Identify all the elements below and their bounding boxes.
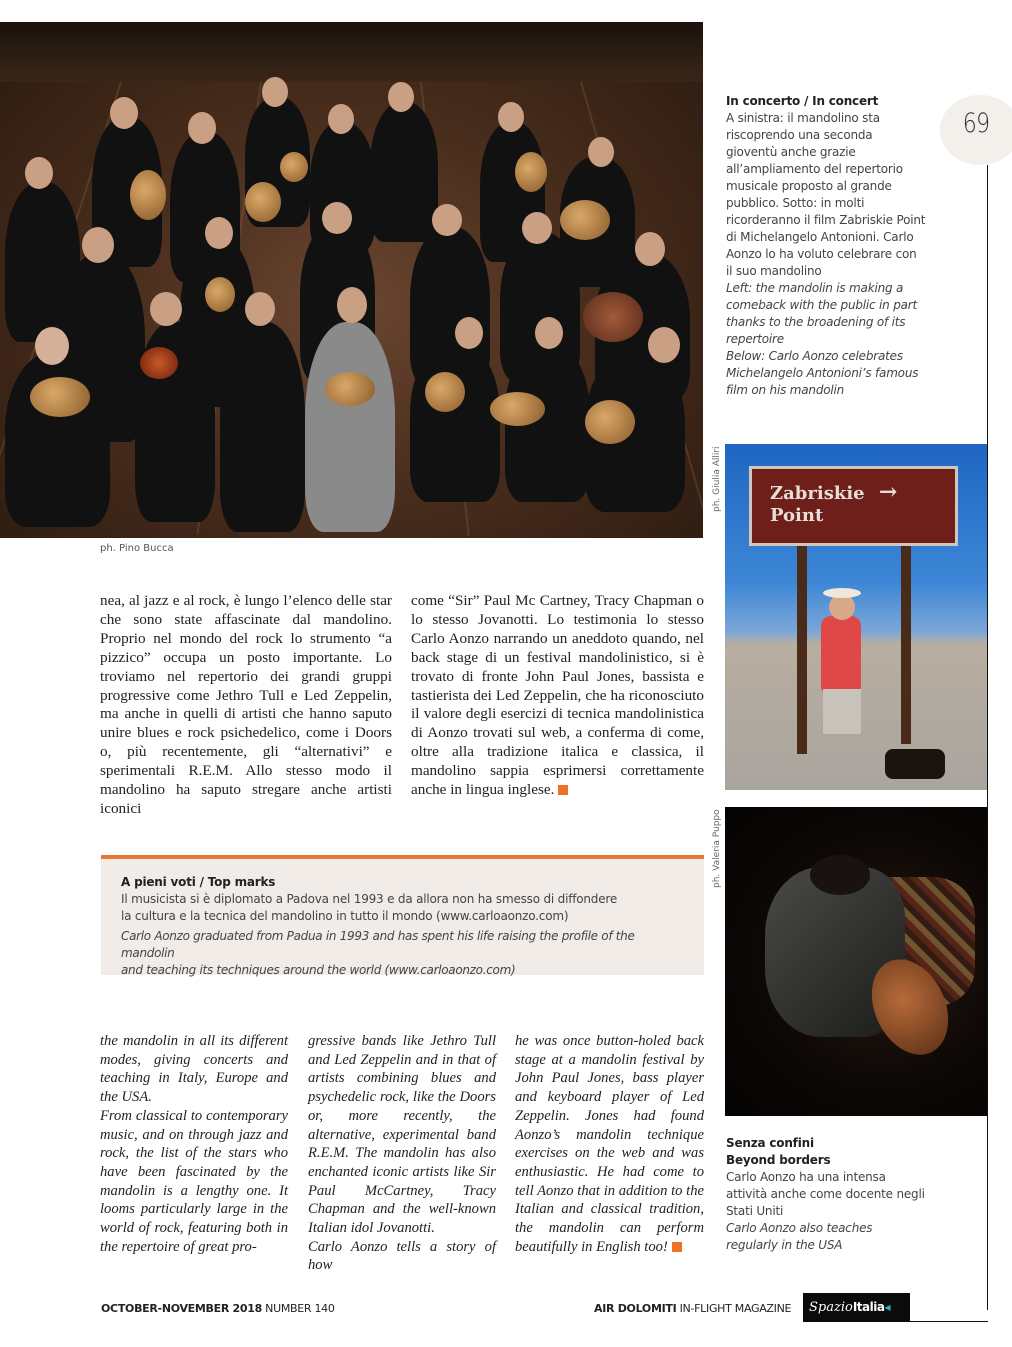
logo-bold: Italia <box>852 1300 885 1314</box>
mandolin <box>30 377 90 417</box>
footer-magazine-label: IN-FLIGHT MAGAZINE <box>676 1302 792 1315</box>
right-vertical-rule <box>987 165 988 1310</box>
mandolin <box>585 400 635 444</box>
sidebar-caption-italian: A sinistra: il mandolino sta riscoprendo una seconda gioventù anche grazie all’ampliamento del repertorio musicale proposto al grande pubblico. Sotto: in molti ricorderanno il film Zabriskie Point di Michelangelo Antonioni. Carlo Aonzo lo ha voluto celebrare con il suo mandolino <box>726 111 926 278</box>
case <box>885 749 945 779</box>
mandolinist-dark-photo <box>725 807 987 1116</box>
musician-head <box>188 112 216 144</box>
main-group-photo <box>0 22 703 538</box>
musician <box>220 322 305 532</box>
article-italian-column-2 <box>411 592 704 800</box>
musician-head <box>35 327 69 365</box>
musician-head <box>432 204 462 236</box>
guitar <box>583 292 643 342</box>
musician-head <box>262 77 288 107</box>
footer-airline: AIR DOLOMITI <box>594 1302 677 1315</box>
sidebar-caption-english-1: Left: the mandolin is making a comeback with the public in part thanks to the broadening of its repertoire <box>726 281 918 346</box>
mandolin <box>490 392 545 426</box>
footer-issue-number: NUMBER 140 <box>261 1302 335 1315</box>
sidebar-caption-title: In concerto / In concert <box>726 94 879 108</box>
article-english-column-2-paragraph-2: Carlo Aonzo tells a story of how <box>308 1238 496 1274</box>
mandolin <box>515 152 547 192</box>
article-italian-column-2-text: come “Sir” Paul Mc Cartney, Tracy Chapman o lo stesso Jovanotti. Lo testimonia lo stesso Carlo Aonzo narrando un aneddoto quando, nel back stage di un festival mandolinistico, si è trovato di fronte John Paul Jones, bassista e tastierista dei Led Zeppelin, che ha riconosciuto il valore degli esercizi di tecnica mandolinistica di Aonzo trovati sul web, a conferma di come, oltre alla tradizione italica e classica, il mandolino sappia esprimersi correttamente anche in lingua inglese. <box>411 592 704 799</box>
musician-head <box>455 317 483 349</box>
musician-head <box>522 212 552 244</box>
page-number: 69 <box>962 108 990 139</box>
info-box-italian-line-1: Il musicista si è diplomato a Padova nel 1993 e da allora non ha smesso di diffondere <box>121 892 618 906</box>
zabriskie-sign <box>749 466 958 546</box>
article-english-column-3 <box>515 1032 704 1256</box>
hat <box>810 855 870 895</box>
musician-head <box>328 104 354 134</box>
sign-line-1: Zabriskie <box>770 483 865 504</box>
musician-head <box>205 217 233 249</box>
info-box-italian-line-2: la cultura e la tecnica del mandolino in tutto il mondo (www.carloaonzo.com) <box>121 909 569 923</box>
guitar <box>560 200 610 240</box>
end-of-article-square-icon <box>672 1242 682 1252</box>
musician <box>370 102 438 242</box>
mandolin <box>280 152 308 182</box>
sidebar-caption-english: Carlo Aonzo also teaches regularly in the USA <box>726 1221 873 1252</box>
person-hat <box>823 588 861 598</box>
main-photo-credit: ph. Pino Bucca <box>100 543 174 554</box>
article-english-column-3-text: he was once button-holed back stage at a mandolin festival by John Paul Jones, bass player and keyboard player of Led Zeppelin. Jones had found Aonzo’s mandolin technique exercises on the web and was enthusiastic. He had come to tell Aonzo that in addition to the Italian and classical tradition, the mandolin can perform beautifully in English too! <box>515 1033 704 1255</box>
info-box-top-marks <box>101 855 704 975</box>
person-red-shirt <box>821 616 861 696</box>
info-box-english-line-2: and teaching its techniques around the world (www.carloaonzo.com) <box>121 963 516 977</box>
sign-post <box>901 544 911 744</box>
info-box-english-line-1: Carlo Aonzo graduated from Padua in 1993 and has spent his life raising the profile of the mandolin <box>121 929 635 960</box>
musician-head <box>388 82 414 112</box>
footer-magazine <box>594 1302 791 1315</box>
musician-head <box>25 157 53 189</box>
zabriskie-sign-text <box>770 481 897 527</box>
mandolin <box>140 347 178 379</box>
footer-rule <box>910 1321 988 1322</box>
sign-line-2: Point <box>770 505 824 526</box>
arrow-right-icon: → <box>878 479 898 505</box>
sidebar-caption-english-2: Below: Carlo Aonzo celebrates Michelangelo Antonioni’s famous film on his mandolin <box>726 349 919 397</box>
sidebar-caption-title-it: Senza confini <box>726 1136 814 1150</box>
zabriskie-photo-credit: ph. Giulia Alliri <box>712 446 722 512</box>
end-of-article-square-icon <box>558 785 568 795</box>
article-english-column-2-paragraph-1: gressive bands like Jethro Tull and Led Zeppelin and in that of artists combining blues and psychedelic rock, like the Doors or, more recently, the alternative, experimental band R.E.M. The mandolin has also enchanted iconic artists like Sir Paul McCartney, Tracy Chapman and the well-known Italian idol Jovanotti. <box>308 1033 496 1237</box>
dark-photo-credit: ph. Valeria Puppo <box>712 809 722 888</box>
sidebar-caption-beyond-borders <box>726 1135 926 1254</box>
info-box-title: A pieni voti / Top marks <box>121 875 276 889</box>
article-english-column-2 <box>308 1032 496 1275</box>
footer-issue-date: OCTOBER-NOVEMBER 2018 <box>101 1302 262 1315</box>
musician-head <box>588 137 614 167</box>
logo-script: Spazio <box>809 1300 853 1315</box>
footer-issue <box>101 1302 335 1315</box>
article-english-column-1-paragraph-1: the mandolin in all its different modes, giving concerts and teaching in Italy, Europe and the USA. <box>100 1033 288 1106</box>
musician-head <box>82 227 114 263</box>
musician <box>305 322 395 532</box>
stage-backdrop <box>0 22 703 82</box>
spazio-italia-logo <box>803 1293 910 1322</box>
mandolin <box>245 182 281 222</box>
sidebar-caption-title-en: Beyond borders <box>726 1153 831 1167</box>
musician-head <box>110 97 138 129</box>
zabriskie-point-photo <box>725 444 987 790</box>
musician-head <box>535 317 563 349</box>
musician <box>410 342 500 502</box>
logo-arrow-icon: ◂ <box>884 1300 891 1314</box>
sidebar-caption-in-concert <box>726 93 926 399</box>
musician-head <box>322 202 352 234</box>
mandolin <box>130 170 166 220</box>
article-english-column-1 <box>100 1032 288 1256</box>
mandolin <box>425 372 465 412</box>
musician-head <box>245 292 275 326</box>
musician-head <box>337 287 367 323</box>
mandolin <box>205 277 235 312</box>
musician-head <box>150 292 182 326</box>
person-shorts <box>823 689 861 734</box>
sidebar-caption-italian: Carlo Aonzo ha una intensa attività anche come docente negli Stati Uniti <box>726 1170 925 1218</box>
musician-head <box>498 102 524 132</box>
sign-post <box>797 544 807 754</box>
musician-head <box>635 232 665 266</box>
musician-head <box>648 327 680 363</box>
mandolin <box>325 372 375 406</box>
article-english-column-1-paragraph-2: From classical to contemporary music, and on through jazz and rock, the list of the stars who have been fascinated by the mandolin is a lengthy one. It looms particularly large in the world of rock, featuring both in the repertoire of great pro- <box>100 1107 288 1255</box>
article-italian-column-1: nea, al jazz e al rock, è lungo l’elenco delle star che sono state affascinate dal mandolino. Proprio nel mondo del rock lo strumento “a pizzico” occupa un posto importante. Lo troviamo nel repertorio dei grandi gruppi progressive come Jethro Tull e Led Zeppelin, ma anche in quelli di artisti che hanno saputo unire blues e rock psichedelico, come i Doors o, più recentemente, gli “alternativi” e sperimentali R.E.M. Allo stesso modo il mandolino ha saputo stregare anche artisti iconici <box>100 592 392 817</box>
